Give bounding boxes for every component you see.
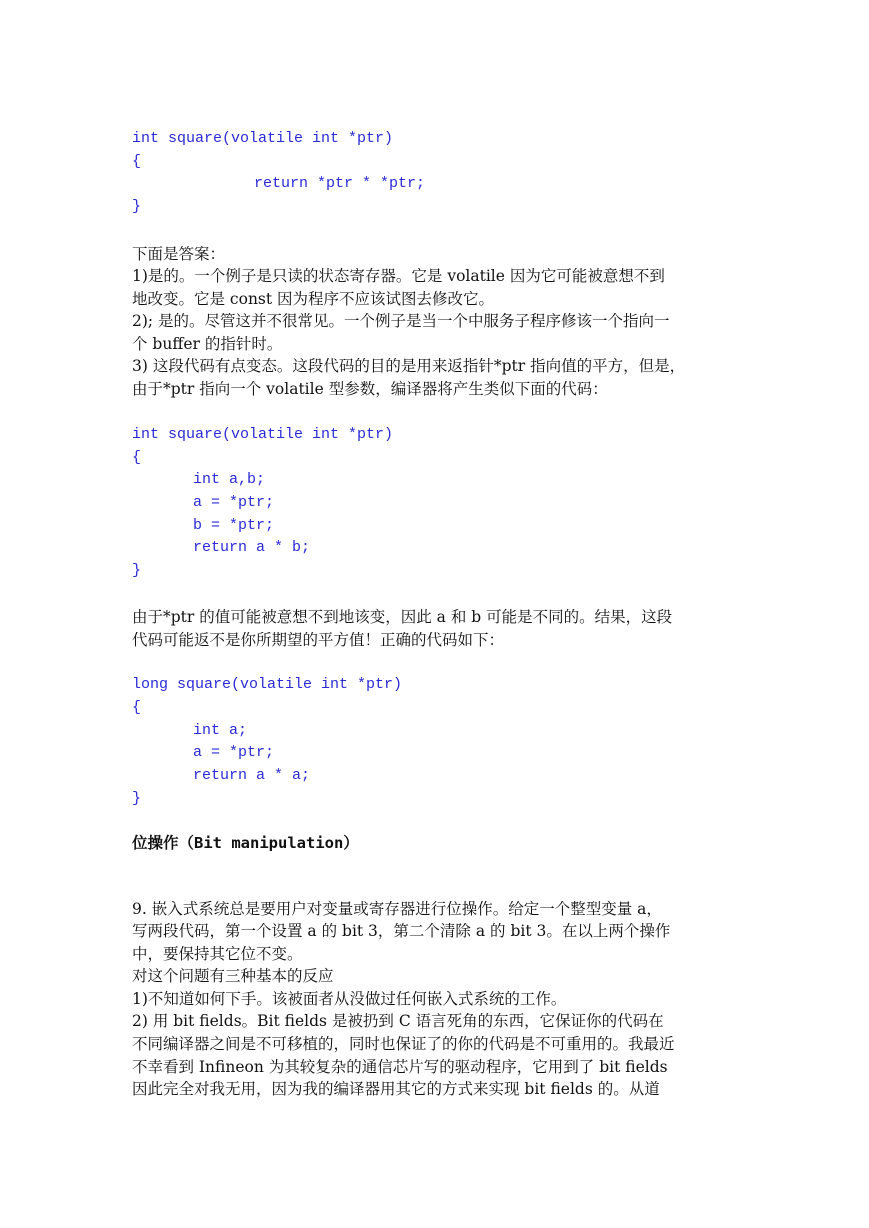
code-line: } <box>132 790 142 807</box>
paragraph-line: 3) 这段代码有点变态。这段代码的目的是用来返指针*ptr 指向值的平方，但是， <box>132 357 686 375</box>
code-line: a = *ptr; <box>193 744 275 761</box>
paragraph-line: 由于*ptr 指向一个 volatile 型参数，编译器将产生类似下面的代码： <box>132 380 608 398</box>
code-line: } <box>132 198 142 215</box>
paragraph-line: 因此完全对我无用，因为我的编译器用其它的方式来实现 bit fields 的。从道 <box>132 1080 660 1098</box>
code-line: return a * a; <box>193 767 311 784</box>
code-line: } <box>132 562 142 579</box>
code-line: int square(volatile int *ptr) <box>132 130 394 147</box>
paragraph-line: 代码可能返不是你所期望的平方值！正确的代码如下： <box>132 631 505 649</box>
code-line: int square(volatile int *ptr) <box>132 426 394 443</box>
paragraph-line: 对这个问题有三种基本的反应 <box>132 967 334 985</box>
code-line: return *ptr * *ptr; <box>254 175 426 192</box>
paragraph-line: 1)不知道如何下手。该被面者从没做过任何嵌入式系统的工作。 <box>132 990 567 1008</box>
code-line: int a,b; <box>193 471 266 488</box>
code-line: a = *ptr; <box>193 494 275 511</box>
code-line: int a; <box>193 722 248 739</box>
code-line: { <box>132 153 142 170</box>
answer-intro: 下面是答案： <box>132 245 226 263</box>
code-line: { <box>132 449 142 466</box>
code-line: return a * b; <box>193 539 311 556</box>
paragraph-line: 不同编译器之间是不可移植的，同时也保证了的你的代码是不可重用的。我最近 <box>132 1035 675 1053</box>
paragraph-line: 不幸看到 Infineon 为其较复杂的通信芯片写的驱动程序，它用到了 bit fields <box>132 1058 668 1076</box>
section-heading: 位操作（Bit manipulation） <box>132 834 359 852</box>
paragraph-line: 中，要保持其它位不变。 <box>132 945 303 963</box>
code-line: b = *ptr; <box>193 517 275 534</box>
paragraph-line: 2); 是的。尽管这并不很常见。一个例子是当一个中服务子程序修该一个指向一 <box>132 312 670 330</box>
paragraph-line: 地改变。它是 const 因为程序不应该试图去修改它。 <box>132 290 495 308</box>
code-line: long square(volatile int *ptr) <box>132 676 403 693</box>
code-line: { <box>132 699 142 716</box>
paragraph-line: 个 buffer 的指针时。 <box>132 335 283 353</box>
paragraph-line: 1)是的。一个例子是只读的状态寄存器。它是 volatile 因为它可能被意想不到 <box>132 267 665 285</box>
paragraph-line: 由于*ptr 的值可能被意想不到地该变，因此 a 和 b 可能是不同的。结果，这段 <box>132 608 673 626</box>
paragraph-line: 写两段代码，第一个设置 a 的 bit 3，第二个清除 a 的 bit 3。在以上两个操作 <box>132 922 671 940</box>
paragraph-line: 9. 嵌入式系统总是要用户对变量或寄存器进行位操作。给定一个整型变量 a， <box>132 900 662 918</box>
paragraph-line: 2) 用 bit fields。Bit fields 是被扔到 C 语言死角的东西，它保证你的代码在 <box>132 1012 664 1030</box>
